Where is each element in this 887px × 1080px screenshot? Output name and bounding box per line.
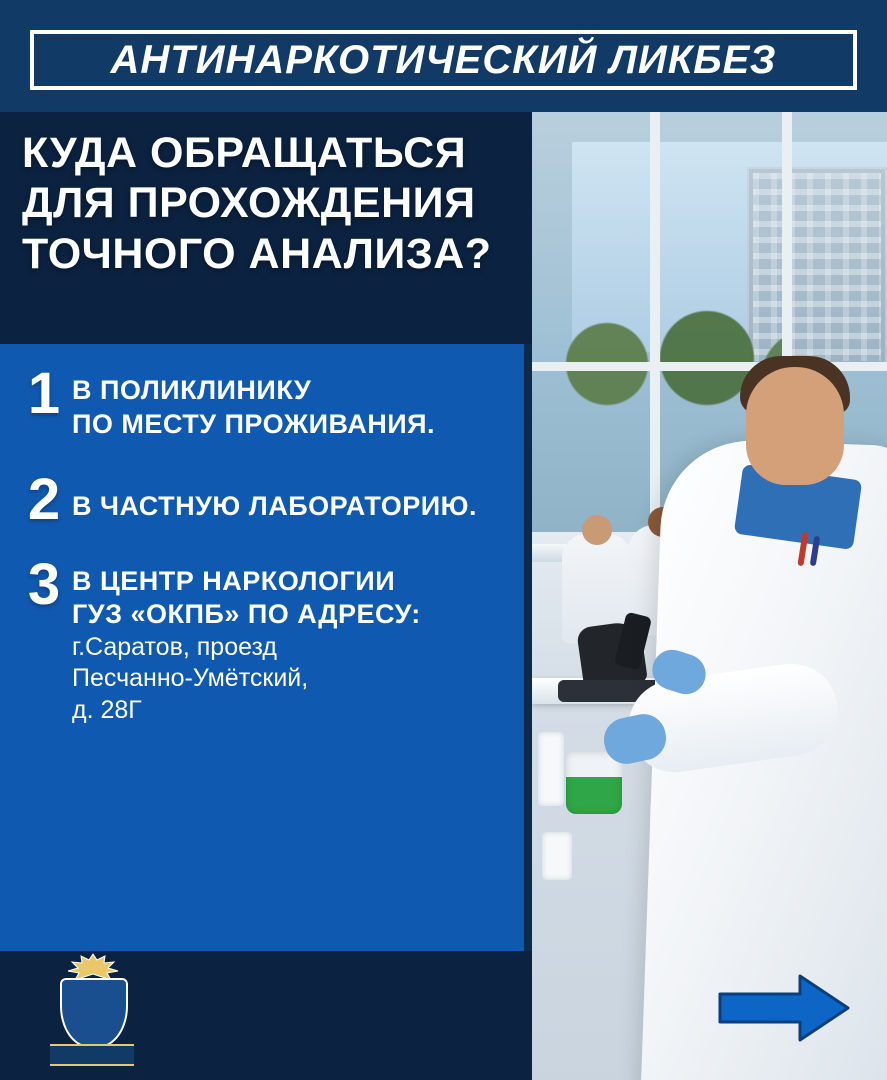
headline-line-1: КУДА ОБРАЩАТЬСЯ (22, 129, 467, 177)
address-line-1: г.Саратов, проезд (72, 633, 277, 662)
list-item-line-1: В ЧАСТНУЮ ЛАБОРАТОРИЮ. (72, 490, 477, 521)
reagent-bottle (542, 832, 572, 880)
banner-frame (30, 30, 857, 90)
top-banner (0, 0, 887, 112)
list-item-number: 1 (27, 361, 61, 426)
reagent-bottle (538, 732, 564, 806)
list-item-line-2: ГУЗ «ОКПБ» ПО АДРЕСУ: (72, 599, 421, 630)
list-item (16, 361, 521, 442)
mvd-emblem-icon (44, 952, 140, 1068)
list-item-text (72, 366, 435, 442)
list-item-line-2: ПО МЕСТУ ПРОЖИВАНИЯ. (72, 408, 436, 439)
page-title (22, 128, 522, 279)
address-line-3: д. 28Г (72, 695, 142, 724)
list-item (16, 551, 521, 726)
list-item (16, 466, 521, 532)
window-frame-vertical (650, 112, 660, 542)
headline-line-2: ДЛЯ ПРОХОЖДЕНИЯ (22, 179, 476, 228)
list-item-number: 2 (27, 466, 61, 532)
banner-title: АНТИНАРКОТИЧЕСКИЙ ЛИКБЕЗ (110, 37, 777, 82)
green-flask (566, 752, 622, 814)
headline-line-3: ТОЧНОГО АНАЛИЗА? (22, 229, 492, 278)
list-item-line-1: В ПОЛИКЛИНИКУ (72, 375, 312, 405)
address-line-2: Песчанно-Умётский, (72, 664, 309, 693)
emblem-shield (60, 978, 128, 1048)
scientist-head (746, 367, 844, 485)
emblem-ribbon (50, 1044, 134, 1066)
lab-scientist-photo (532, 112, 887, 1080)
list-item-text (72, 557, 421, 726)
list-item-number: 3 (27, 551, 61, 617)
next-arrow-icon[interactable] (718, 972, 850, 1044)
options-list (16, 361, 521, 726)
list-item-line-1: В ЦЕНТР НАРКОЛОГИИ (72, 565, 396, 596)
list-item-text (72, 472, 477, 524)
